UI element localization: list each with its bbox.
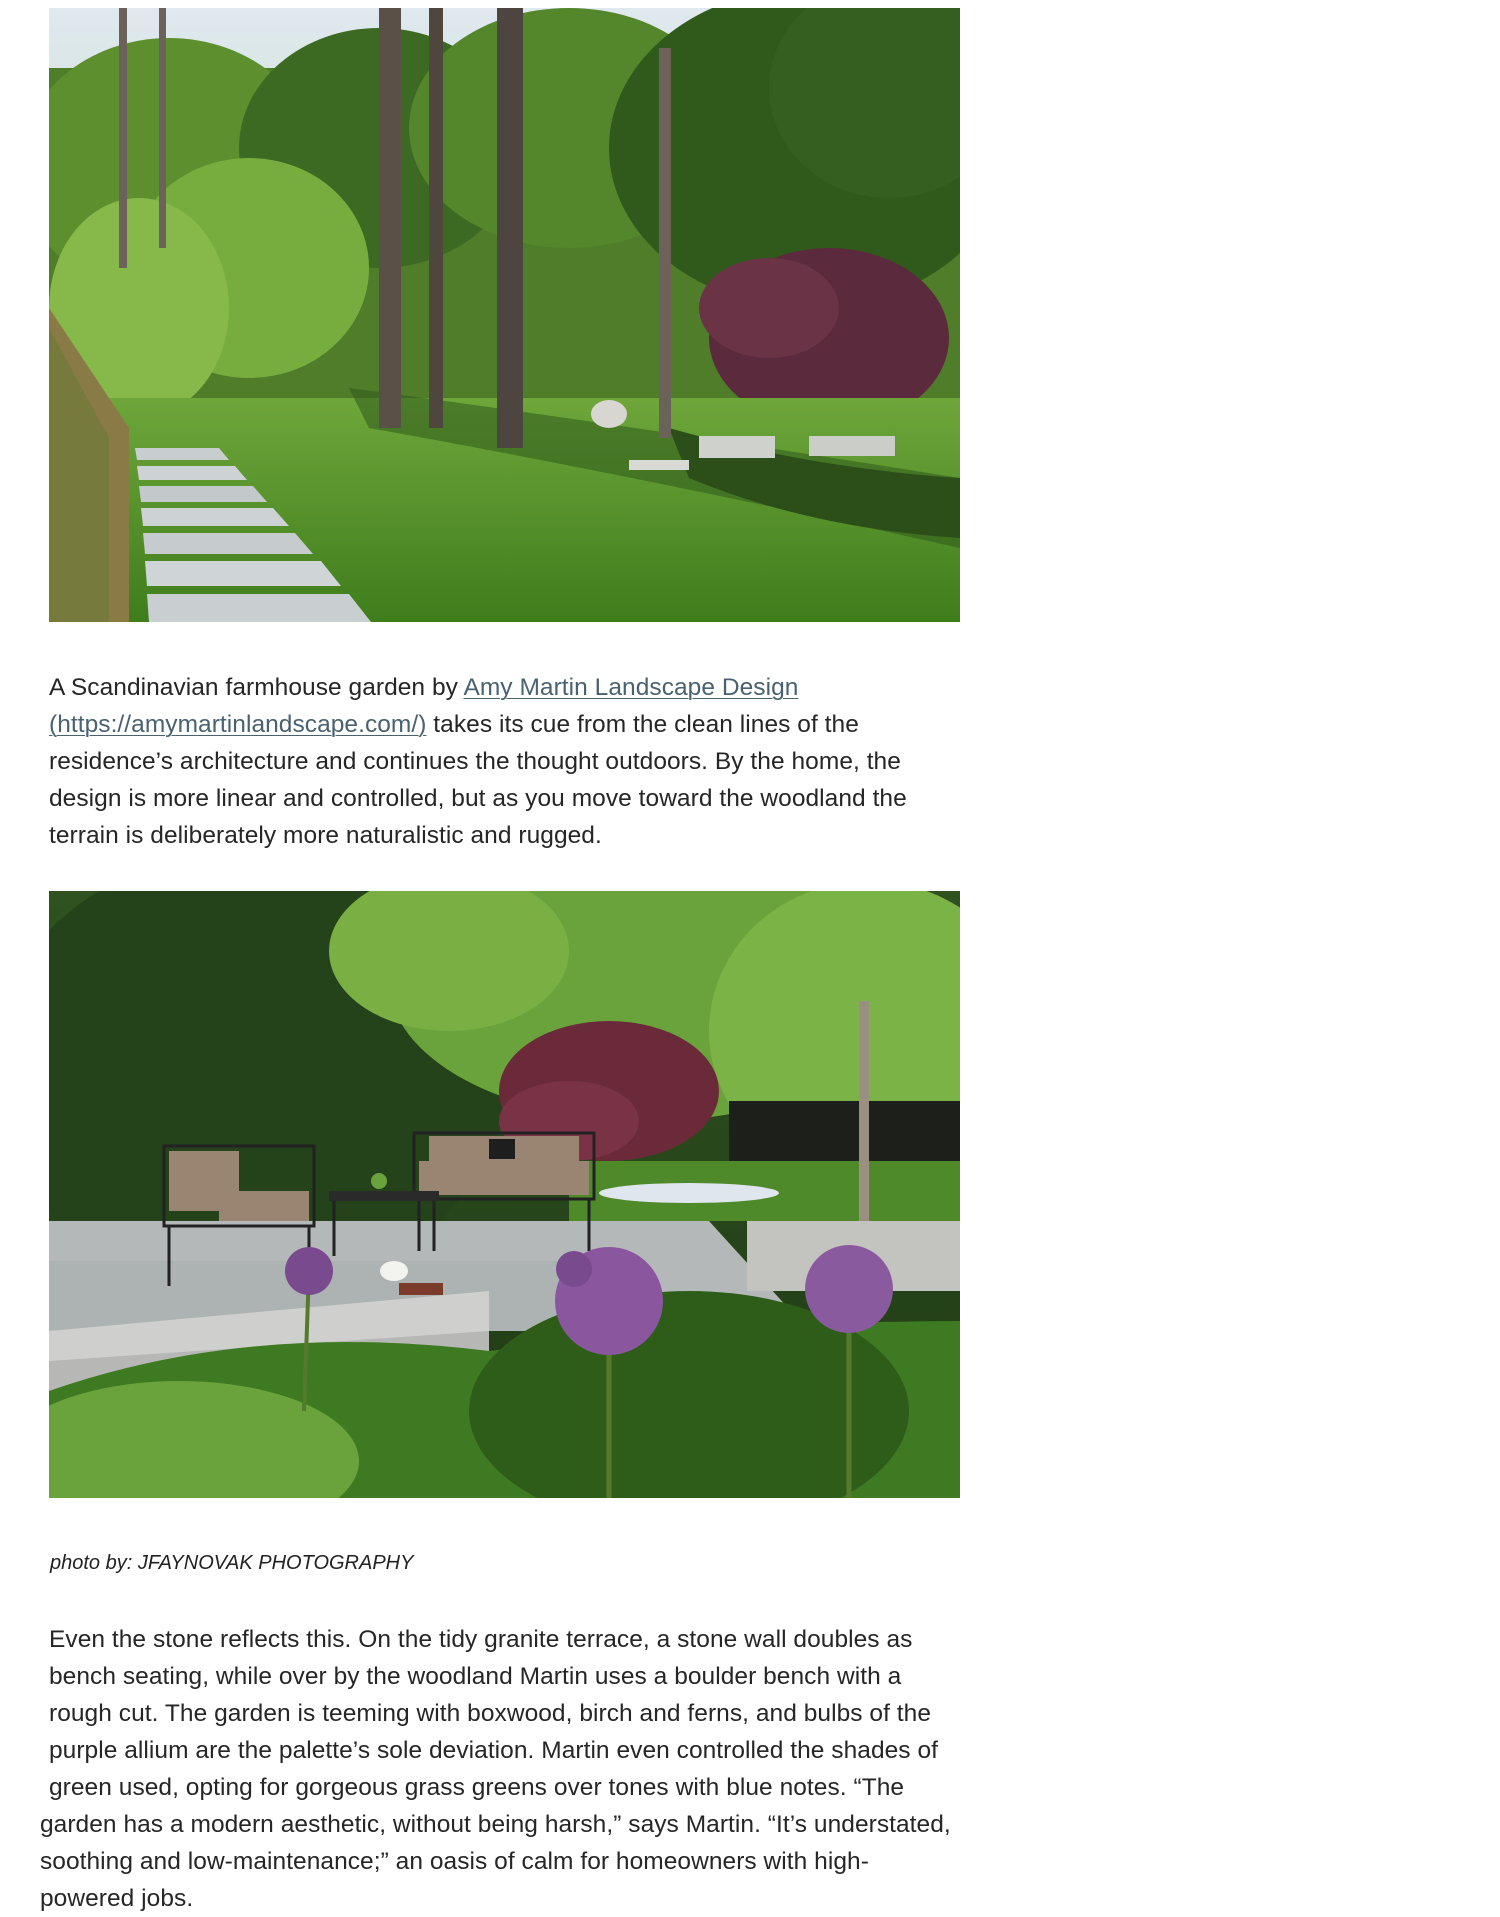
caption-line-2 bbox=[49, 706, 964, 743]
designer-url-link[interactable]: (https://amymartinlandscape.com/) bbox=[49, 711, 427, 738]
body-line-8: powered jobs. bbox=[40, 1885, 194, 1912]
body-line-1: Even the stone reflects this. On the tidy granite terrace, a stone wall doubles as bbox=[49, 1626, 913, 1653]
caption-line-5: terrain is deliberately more naturalistic and rugged. bbox=[49, 822, 602, 849]
photo-credit-prefix: photo by: bbox=[50, 1552, 138, 1574]
garden-path-photo bbox=[49, 8, 960, 622]
caption-line-3: residence’s architecture and continues the thought outdoors. By the home, the bbox=[49, 748, 901, 775]
body-line-4: purple allium are the palette’s sole deviation. Martin even controlled the shades of bbox=[49, 1737, 938, 1764]
caption-line-2-tail: takes its cue from the clean lines of the bbox=[426, 711, 859, 738]
body-line-6: garden has a modern aesthetic, without being harsh,” says Martin. “It’s understated, bbox=[40, 1811, 951, 1838]
body-paragraph bbox=[40, 1621, 965, 1917]
caption-paragraph bbox=[49, 669, 964, 854]
caption-line-1 bbox=[49, 669, 964, 706]
photographer-name: JFAYNOVAK PHOTOGRAPHY bbox=[137, 1552, 414, 1574]
body-line-3: rough cut. The garden is teeming with boxwood, birch and ferns, and bulbs of the bbox=[49, 1700, 932, 1727]
terrace-photo bbox=[49, 891, 960, 1498]
body-line-5: green used, opting for gorgeous grass greens over tones with blue notes. “The bbox=[49, 1774, 905, 1801]
caption-line-4: design is more linear and controlled, but as you move toward the woodland the bbox=[49, 785, 907, 812]
body-line-2: bench seating, while over by the woodland Martin uses a boulder bench with a bbox=[49, 1663, 902, 1690]
caption-lead-text: A Scandinavian farmhouse garden by bbox=[49, 674, 464, 701]
photo-credit bbox=[50, 1552, 413, 1575]
body-line-7: soothing and low-maintenance;” an oasis of calm for homeowners with high- bbox=[40, 1848, 869, 1875]
designer-link[interactable]: Amy Martin Landscape Design bbox=[463, 674, 799, 701]
